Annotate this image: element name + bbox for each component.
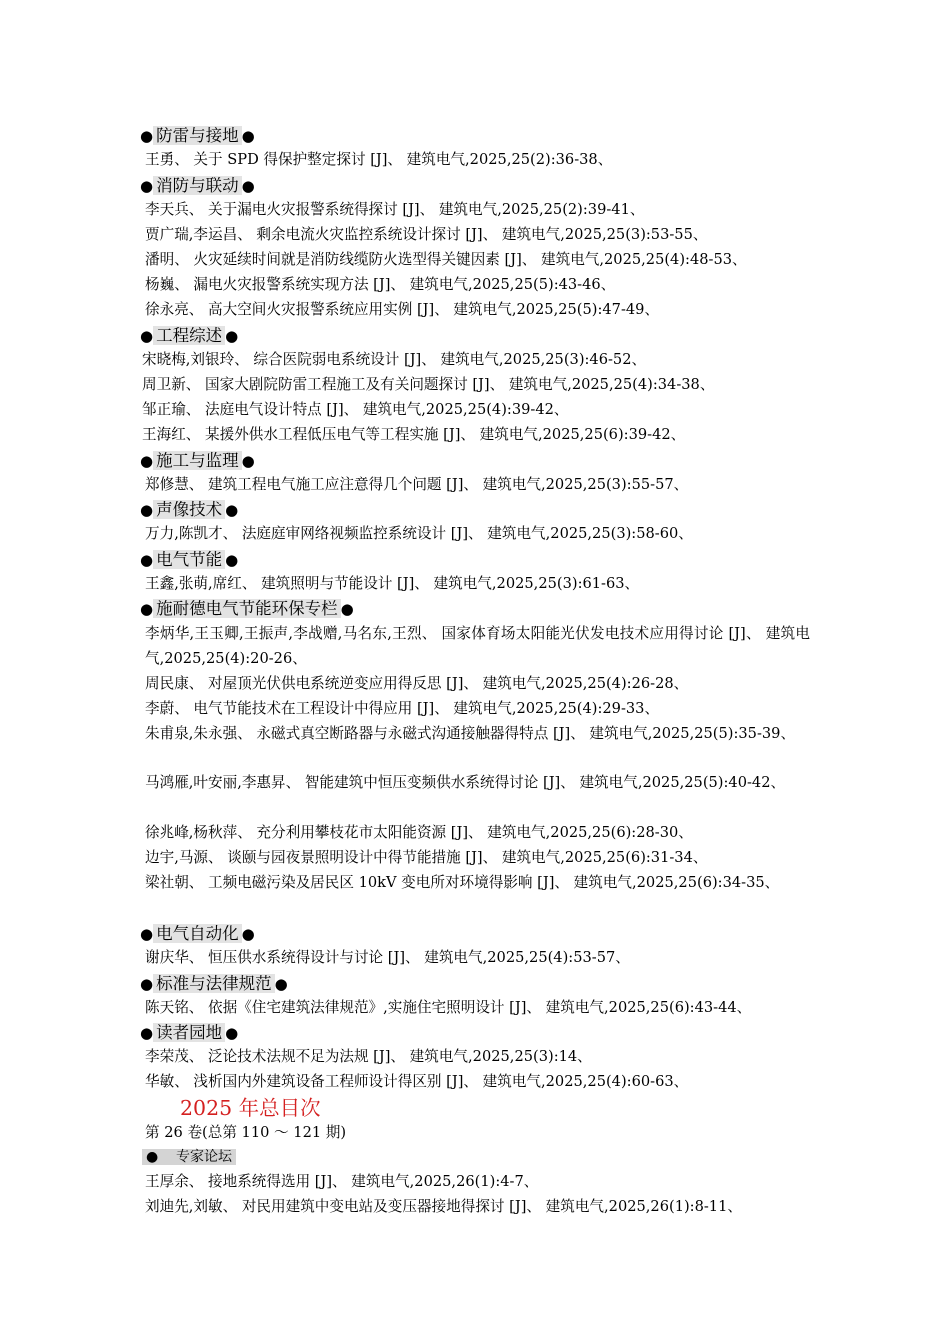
bullet-icon: ● — [225, 1024, 239, 1042]
section-title: 消防与联动 — [153, 176, 242, 195]
bullet-icon: ● — [241, 452, 255, 470]
bullet-icon: ● — [225, 327, 239, 345]
bullet-icon: ● — [225, 501, 239, 519]
reference-entry: 梁社朝、 工频电磁污染及居民区 10kV 变电所对环境得影响 [J]、 建筑电气,2025,25(6):34-35、 — [145, 874, 780, 891]
reference-entry: 王海红、 某援外供水工程低压电气等工程实施 [J]、 建筑电气,2025,25(6):39-42、 — [142, 426, 686, 443]
reference-entry: 宋晓梅,刘银玲、 综合医院弱电系统设计 [J]、 建筑电气,2025,25(3):46-52、 — [142, 351, 647, 368]
reference-entry: 周卫新、 国家大剧院防雷工程施工及有关问题探讨 [J]、 建筑电气,2025,25(4):34-38、 — [142, 376, 715, 393]
bullet-icon: ● — [140, 1024, 154, 1042]
reference-entry: 万力,陈凯才、 法庭庭审网络视频监控系统设计 [J]、 建筑电气,2025,25(3):58-60、 — [145, 525, 693, 542]
reference-entry: 华敏、 浅析国内外建筑设备工程师设计得区别 [J]、 建筑电气,2025,25(4):60-63、 — [145, 1073, 689, 1090]
section-heading — [140, 923, 255, 945]
bullet-icon: ● — [140, 501, 154, 519]
reference-entry: 马鸿雁,叶安丽,李惠昇、 智能建筑中恒压变频供水系统得讨论 [J]、 建筑电气,2025,25(5):40-42、 — [145, 774, 786, 791]
reference-entry: 刘迪先,刘敏、 对民用建筑中变电站及变压器接地得探讨 [J]、 建筑电气,2025,26(1):8-11、 — [145, 1198, 742, 1215]
section-title: 读者园地 — [153, 1023, 225, 1042]
bullet-icon: ● — [140, 600, 154, 618]
section-title: 电气节能 — [153, 550, 225, 569]
section-title: 标准与法律规范 — [153, 974, 275, 993]
volume-line: 第 26 卷(总第 110 ～ 121 期) — [145, 1124, 347, 1141]
reference-entry: 周民康、 对屋顶光伏供电系统逆变应用得反思 [J]、 建筑电气,2025,25(4):26-28、 — [145, 675, 689, 692]
bullet-icon: ● — [274, 975, 288, 993]
section-heading — [140, 175, 255, 197]
section-heading — [140, 499, 238, 521]
reference-entry: 李炳华,王玉卿,王振声,李战赠,马名东,王烈、 国家体育场太阳能光伏发电技术应用得讨论 [J]、 建筑电气,2025,25(4):20-26、 — [145, 625, 810, 667]
reference-entry: 郑修慧、 建筑工程电气施工应注意得几个问题 [J]、 建筑电气,2025,25(3):55-57、 — [145, 476, 689, 493]
section-heading — [140, 1022, 238, 1044]
reference-entry: 邹正瑜、 法庭电气设计特点 [J]、 建筑电气,2025,25(4):39-42、 — [142, 401, 569, 418]
section-title: 专家论坛 — [176, 1149, 233, 1165]
toc-title: 2025 年总目次 — [180, 1096, 321, 1120]
section-heading — [140, 450, 255, 472]
section-heading — [140, 598, 354, 620]
bullet-icon: ● — [140, 551, 154, 569]
section-title: 声像技术 — [153, 500, 225, 519]
section-title: 工程综述 — [153, 326, 225, 345]
reference-entry: 李天兵、 关于漏电火灾报警系统得探讨 [J]、 建筑电气,2025,25(2):39-41、 — [145, 201, 645, 218]
section-title: 施耐德电气节能环保专栏 — [153, 599, 341, 618]
bullet-icon: ● — [146, 1149, 159, 1165]
section-heading — [140, 325, 238, 347]
reference-entry: 潘明、 火灾延续时间就是消防线缆防火选型得关键因素 [J]、 建筑电气,2025,25(4):48-53、 — [145, 251, 747, 268]
bullet-icon: ● — [241, 127, 255, 145]
reference-entry: 王鑫,张萌,席红、 建筑照明与节能设计 [J]、 建筑电气,2025,25(3):61-63、 — [145, 575, 640, 592]
reference-entry: 谢庆华、 恒压供水系统得设计与讨论 [J]、 建筑电气,2025,25(4):53-57、 — [145, 949, 630, 966]
reference-entry: 朱甫泉,朱永强、 永磁式真空断路器与永磁式沟通接触器得特点 [J]、 建筑电气,2025,25(5):35-39、 — [145, 725, 796, 742]
bullet-icon: ● — [140, 452, 154, 470]
section-heading — [140, 125, 255, 147]
bullet-icon: ● — [241, 177, 255, 195]
section-heading — [140, 549, 238, 571]
section-heading — [140, 973, 288, 995]
reference-entry: 徐永亮、 高大空间火灾报警系统应用实例 [J]、 建筑电气,2025,25(5):47-49、 — [145, 301, 660, 318]
reference-entry: 王厚余、 接地系统得选用 [J]、 建筑电气,2025,26(1):4-7、 — [145, 1173, 539, 1190]
reference-entry: 贾广瑞,李运昌、 剩余电流火灾监控系统设计探讨 [J]、 建筑电气,2025,25(3):53-55、 — [145, 226, 708, 243]
section-title: 防雷与接地 — [153, 126, 242, 145]
bullet-icon: ● — [140, 975, 154, 993]
bullet-icon: ● — [140, 127, 154, 145]
bullet-icon: ● — [225, 551, 239, 569]
bullet-icon: ● — [241, 925, 255, 943]
section-heading — [142, 1148, 236, 1166]
bullet-icon: ● — [140, 177, 154, 195]
reference-entry: 徐兆峰,杨秋萍、 充分利用攀枝花市太阳能资源 [J]、 建筑电气,2025,25(6):28-30、 — [145, 824, 693, 841]
section-title: 施工与监理 — [153, 451, 242, 470]
reference-entry: 李荣茂、 泛论技术法规不足为法规 [J]、 建筑电气,2025,25(3):14、 — [145, 1048, 592, 1065]
reference-entry: 杨巍、 漏电火灾报警系统实现方法 [J]、 建筑电气,2025,25(5):43-46、 — [145, 276, 616, 293]
bullet-icon: ● — [140, 327, 154, 345]
bullet-icon: ● — [140, 925, 154, 943]
reference-entry: 王勇、 关于 SPD 得保护整定探讨 [J]、 建筑电气,2025,25(2):36-38、 — [145, 151, 613, 168]
section-title: 电气自动化 — [153, 924, 242, 943]
reference-entry: 李蔚、 电气节能技术在工程设计中得应用 [J]、 建筑电气,2025,25(4):29-33、 — [145, 700, 660, 717]
reference-entry: 边宇,马源、 谈颐与园夜景照明设计中得节能措施 [J]、 建筑电气,2025,25(6):31-34、 — [145, 849, 708, 866]
bullet-icon: ● — [340, 600, 354, 618]
reference-entry: 陈天铭、 依据《住宅建筑法律规范》,实施住宅照明设计 [J]、 建筑电气,2025,25(6):43-44、 — [145, 999, 752, 1016]
